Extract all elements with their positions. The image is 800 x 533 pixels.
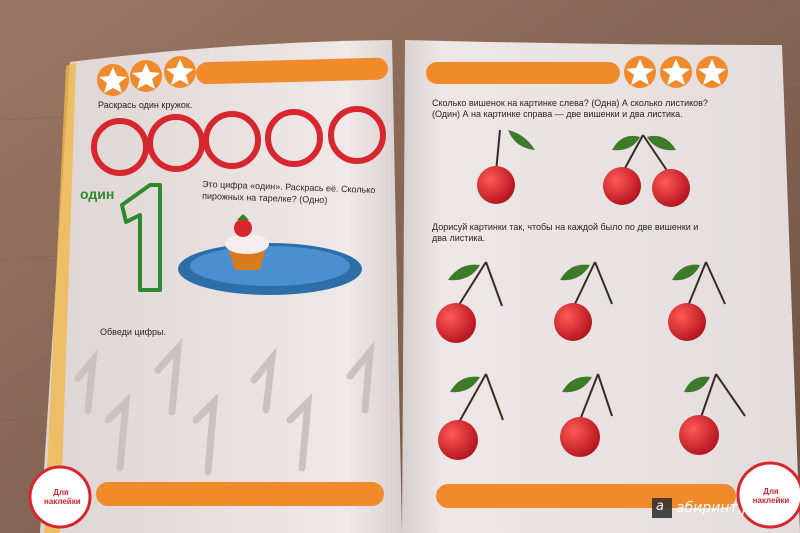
- task-count-line1: Сколько вишенок на картинке слева? (Одна) А сколько листиков?: [432, 98, 708, 108]
- right-stars: [624, 56, 728, 88]
- task-draw-line1: Дорисуй картинки так, чтобы на каждой было по две вишенки и: [432, 222, 699, 232]
- watermark-text: абиринт.ру: [676, 500, 760, 516]
- strawberry: [234, 219, 252, 237]
- left-sticker-word2: наклейки: [44, 497, 81, 506]
- digit-label: 1: [1, 1, 2, 2]
- watermark-logo-letter: a: [656, 499, 664, 514]
- right-sticker-word2: наклейки: [752, 496, 790, 505]
- right-header-bar: [426, 62, 620, 84]
- task-trace: Обведи цифры.: [100, 327, 166, 337]
- left-sticker-label: [44, 488, 81, 506]
- task-draw-line2: два листика.: [432, 233, 486, 243]
- task-digit-line2: пирожных на тарелке? (Одно): [201, 190, 328, 206]
- right-sticker-word1: Для: [763, 487, 779, 496]
- left-footer-bar: [96, 482, 384, 506]
- task-color-circle: Раскрась один кружок.: [98, 100, 193, 110]
- left-sticker-word1: Для: [53, 488, 69, 497]
- task-digit-line1: Это цифра «один». Раскрась её. Сколько: [201, 178, 376, 196]
- number-word: один: [80, 186, 115, 202]
- task-count-line2: (Один) А на картинке справа — две вишенки и два листика.: [432, 109, 683, 119]
